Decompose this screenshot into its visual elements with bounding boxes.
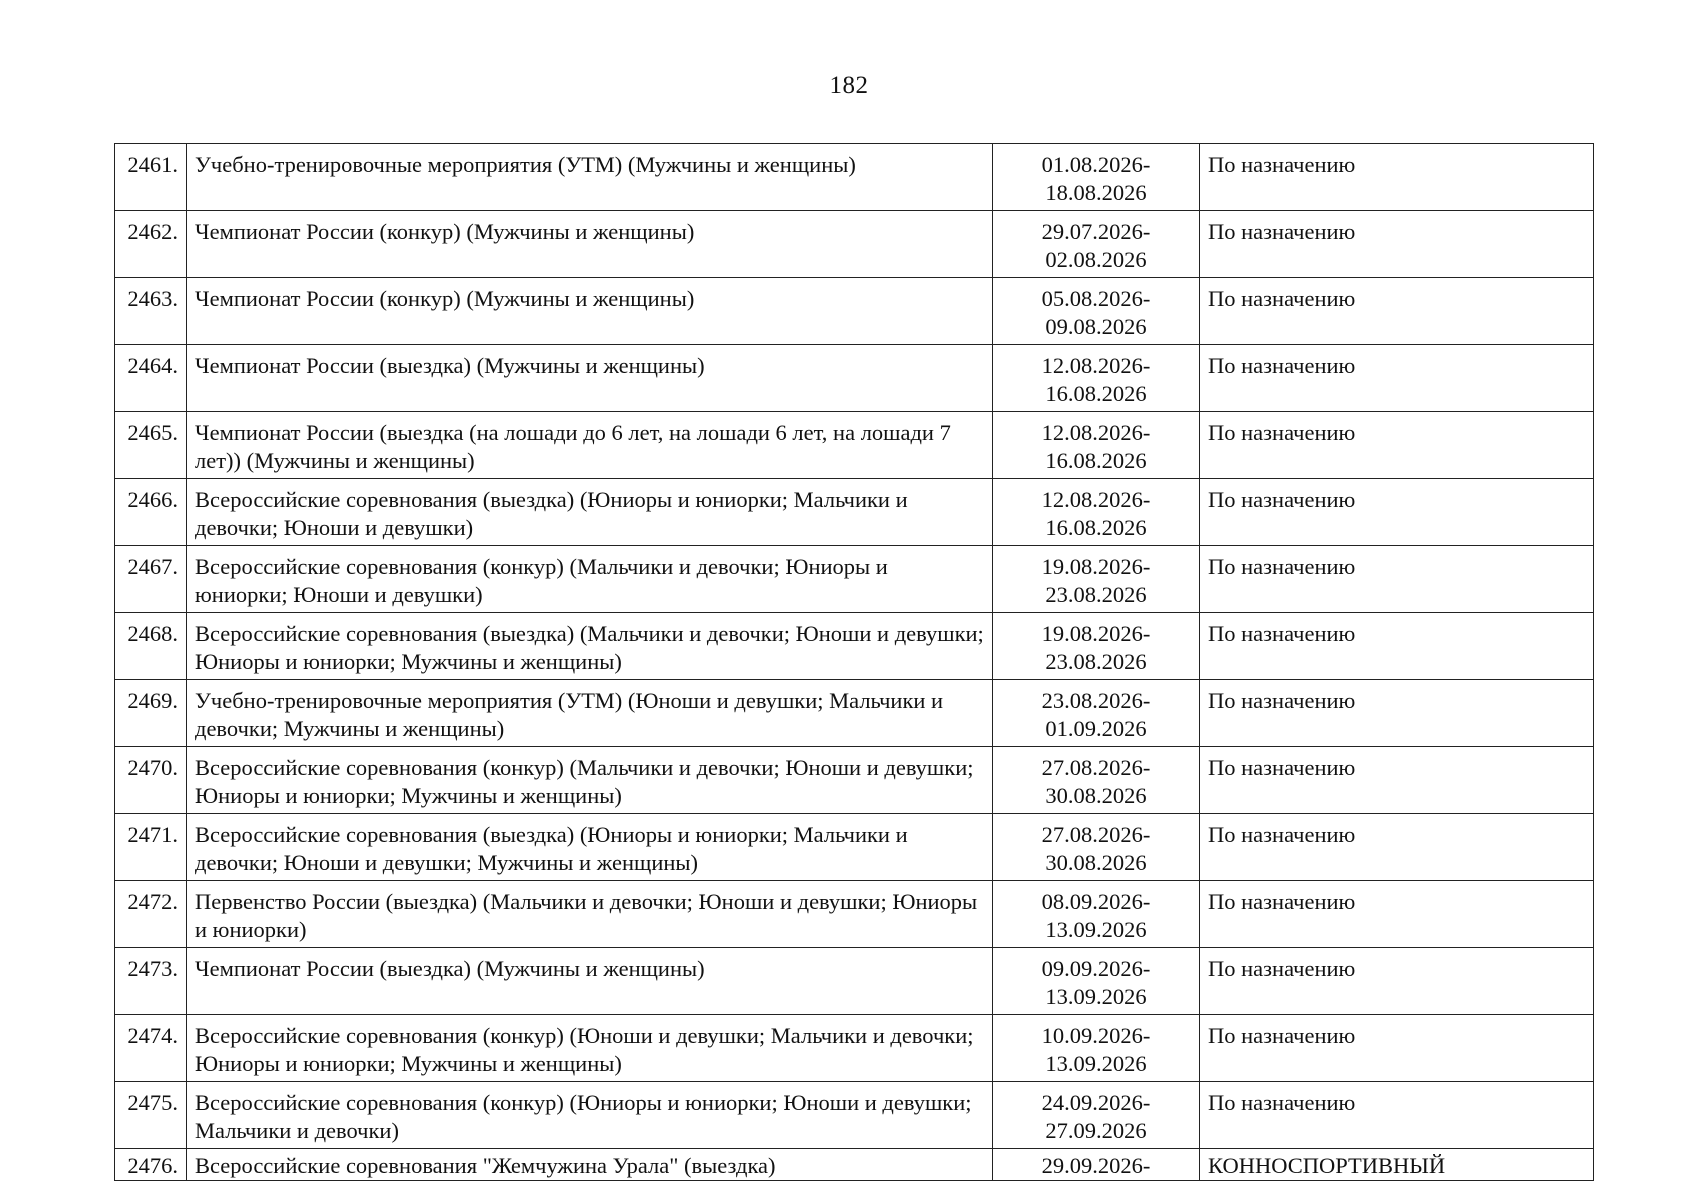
row-number: 2470. [115,747,187,814]
date-start: 08.09.2026- [1041,889,1151,914]
date-end: 01.09.2026 [1045,715,1147,741]
event-title: Чемпионат России (выездка) (Мужчины и женщины) [187,948,993,1015]
row-number: 2469. [115,680,187,747]
event-title: Чемпионат России (выездка (на лошади до 6 лет, на лошади 6 лет, на лошади 7 лет)) (Мужчины и женщины) [187,412,993,479]
event-title: Всероссийские соревнования (конкур) (Мальчики и девочки; Юниоры и юниорки; Юноши и девушки) [187,546,993,613]
date-start: 19.08.2026- [1041,621,1151,646]
event-dates [993,747,1200,814]
row-number: 2462. [115,211,187,278]
table-row [115,814,1594,881]
page-number: 182 [829,72,869,99]
event-place: По назначению [1200,814,1594,881]
table-row [115,345,1594,412]
date-end: 13.09.2026 [1045,916,1147,942]
date-end: 02.08.2026 [1045,246,1147,272]
date-end: 18.08.2026 [1045,179,1147,205]
event-place: По назначению [1200,211,1594,278]
event-title: Учебно-тренировочные мероприятия (УТМ) (Юноши и девушки; Мальчики и девочки; Мужчины и женщины) [187,680,993,747]
date-end: 27.09.2026 [1045,1117,1147,1143]
date-start: 24.09.2026- [1041,1090,1151,1115]
row-number: 2463. [115,278,187,345]
row-number: 2473. [115,948,187,1015]
event-title: Всероссийские соревнования (выездка) (Юниоры и юниорки; Мальчики и девочки; Юноши и девушки) [187,479,993,546]
event-dates [993,144,1200,211]
date-start: 23.08.2026- [1041,688,1151,713]
date-end: 16.08.2026 [1045,447,1147,473]
table-row [115,747,1594,814]
date-start: 12.08.2026- [1041,487,1151,512]
row-number: 2471. [115,814,187,881]
date-end: 09.08.2026 [1045,313,1147,339]
date-start: 29.07.2026- [1041,219,1151,244]
event-dates [993,412,1200,479]
table-row [115,546,1594,613]
date-end: 16.08.2026 [1045,514,1147,540]
event-place: По назначению [1200,144,1594,211]
event-dates [993,1082,1200,1149]
table-row [115,680,1594,747]
event-title: Всероссийские соревнования (конкур) (Мальчики и девочки; Юноши и девушки; Юниоры и юниорки; Мужчины и женщины) [187,747,993,814]
event-title: Всероссийские соревнования (конкур) (Юноши и девушки; Мальчики и девочки; Юниоры и юниорки; Мужчины и женщины) [187,1015,993,1082]
event-place: По назначению [1200,479,1594,546]
date-start: 19.08.2026- [1041,554,1151,579]
table-row [115,613,1594,680]
date-end: 13.09.2026 [1045,1050,1147,1076]
event-place: По назначению [1200,412,1594,479]
table-row [115,1149,1594,1181]
table-row [115,211,1594,278]
row-number: 2475. [115,1082,187,1149]
date-end: 30.08.2026 [1045,782,1147,808]
event-place: По назначению [1200,613,1594,680]
event-place: По назначению [1200,1015,1594,1082]
row-number: 2468. [115,613,187,680]
date-start: 01.08.2026- [1041,152,1151,177]
date-end: 23.08.2026 [1045,648,1147,674]
event-dates [993,1149,1200,1181]
row-number: 2464. [115,345,187,412]
event-title: Всероссийские соревнования (конкур) (Юниоры и юниорки; Юноши и девушки; Мальчики и девочки) [187,1082,993,1149]
event-dates [993,881,1200,948]
event-place: По назначению [1200,948,1594,1015]
event-place: По назначению [1200,278,1594,345]
event-title: Учебно-тренировочные мероприятия (УТМ) (Мужчины и женщины) [187,144,993,211]
event-title: Чемпионат России (конкур) (Мужчины и женщины) [187,211,993,278]
event-title: Всероссийские соревнования (выездка) (Юниоры и юниорки; Мальчики и девочки; Юноши и девушки; Мужчины и женщины) [187,814,993,881]
date-start: 10.09.2026- [1041,1023,1151,1048]
table-row [115,948,1594,1015]
row-number: 2466. [115,479,187,546]
event-dates [993,613,1200,680]
row-number: 2465. [115,412,187,479]
event-dates [993,814,1200,881]
row-number: 2476. [115,1149,187,1181]
date-end: 13.09.2026 [1045,983,1147,1009]
event-dates [993,211,1200,278]
event-title: Всероссийские соревнования (выездка) (Мальчики и девочки; Юноши и девушки; Юниоры и юниорки; Мужчины и женщины) [187,613,993,680]
table-row [115,144,1594,211]
event-schedule-table [114,143,1594,1181]
date-end: 23.08.2026 [1045,581,1147,607]
date-start: 29.09.2026- [1041,1153,1151,1178]
date-start: 09.09.2026- [1041,956,1151,981]
date-start: 27.08.2026- [1041,822,1151,847]
date-start: 27.08.2026- [1041,755,1151,780]
event-dates [993,680,1200,747]
row-number: 2467. [115,546,187,613]
table-row [115,278,1594,345]
table-row [115,479,1594,546]
event-place: По назначению [1200,747,1594,814]
event-place: По назначению [1200,546,1594,613]
event-title: Первенство России (выездка) (Мальчики и девочки; Юноши и девушки; Юниоры и юниорки) [187,881,993,948]
event-dates [993,278,1200,345]
event-place: КОННОСПОРТИВНЫЙ [1200,1149,1594,1181]
event-dates [993,546,1200,613]
date-end: 16.08.2026 [1045,380,1147,406]
event-dates [993,345,1200,412]
row-number: 2461. [115,144,187,211]
table-row [115,1015,1594,1082]
event-title: Чемпионат России (конкур) (Мужчины и женщины) [187,278,993,345]
table-row [115,1082,1594,1149]
event-title: Чемпионат России (выездка) (Мужчины и женщины) [187,345,993,412]
event-title: Всероссийские соревнования "Жемчужина Урала" (выездка) [187,1149,993,1181]
event-dates [993,479,1200,546]
date-start: 12.08.2026- [1041,420,1151,445]
event-dates [993,1015,1200,1082]
row-number: 2474. [115,1015,187,1082]
date-end: 30.08.2026 [1045,849,1147,875]
event-schedule-body [115,144,1594,1181]
event-dates [993,948,1200,1015]
table-row [115,881,1594,948]
date-start: 05.08.2026- [1041,286,1151,311]
table-row [115,412,1594,479]
event-place: По назначению [1200,881,1594,948]
event-place: По назначению [1200,345,1594,412]
event-place: По назначению [1200,680,1594,747]
row-number: 2472. [115,881,187,948]
event-place: По назначению [1200,1082,1594,1149]
date-start: 12.08.2026- [1041,353,1151,378]
